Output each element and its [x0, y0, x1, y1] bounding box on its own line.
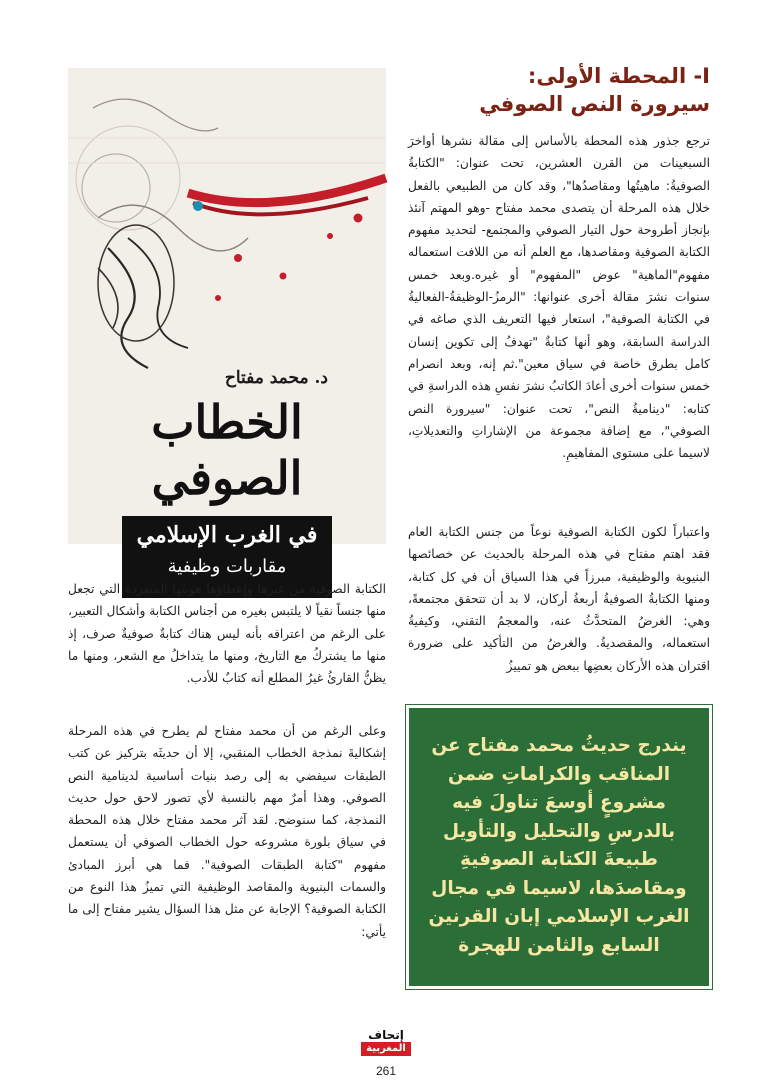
left-column-paragraph-2 [68, 720, 386, 984]
cover-author: د. محمد مفتاح [224, 368, 328, 388]
cover-title: الخطاب الصوفي [151, 395, 303, 505]
section-heading-line1: I- المحطة الأولى: [527, 64, 710, 88]
logo-line-2: المغربية [361, 1042, 411, 1056]
right-column-paragraph-2 [408, 521, 710, 723]
page-number: 261 [375, 1064, 397, 1078]
magazine-logo [355, 1028, 417, 1058]
body-text: وعلى الرغم من أن محمد مفتاح لم يطرح في هذه المرحلة إشكاليةَ نمذجة الخطاب المنقبي، إلا أن حديثَه بتركيز عن كتب الطبقات سيفضي به إلى رصد بنيات أساسية لدينامية النص الصوفي. وهذا أمرٌ مهم بالنسبة لأي تصور لاحق حول حديث النمذجة، كما سنوضح. لقد آثر محمد مفتاح خلال هذه المحطة في سياق بلورة مشروعه حول الخطاب الصوفي أن يستعمل مفهوم "كتابة الطبقات الصوفية". فما هي أبرز المبادئ والسمات البنيوية والمقاصد الوظيفية التي تميزُ هذا النوع من الكتابة الصوفية؟ الإجابة عن مثل هذا السؤال يشير مفتاح إلى ما يأتي: [68, 724, 386, 939]
pull-quote-box [406, 705, 712, 989]
book-cover-image [68, 68, 386, 577]
body-text: واعتباراً لكون الكتابة الصوفية نوعاً من جنس الكتابة العام فقد اهتم مفتاح في هذه المرحلة بالحديث عن خصائصها البنيوية والوظيفية، مبرزاً في هذا السياق أن في كل كتابة، ومنها الكتابةُ الصوفيةُ أربعةُ أركان، لا بد أن تتحقق مجتمعةً، وهي: الغرضُ المتحدَّثُ عنه، والمعجمُ التقني، وكيفيةُ استعماله، والمقصديةُ. والغرضُ من التأكيد على ضرورة اقتران هذه الأركان بعضِها ببعض هو تمييزُ [408, 525, 710, 673]
cover-subtitle-secondary: مقاربات وظيفية [167, 556, 287, 577]
right-column-paragraph-1 [408, 130, 710, 502]
body-text: ترجع جذور هذه المحطة بالأساس إلى مقالة نشرها أواخرَ السبعينات من القرن العشرين، تحت عنوان: "الكتابةُ الصوفيةُ: ماهيتُها ومقاصدُها"، وقد كان من الطبيعي بالفعل خلال هذه المرحلة أن يتصدى محمد مفتاح -وهو المهتم آنئذ بإنجاز أطروحة حول التيار الصوفي والمجتمع- لتحديد مفهوم الكتابة الصوفية ومقاصدها، مع العلم أنه من اللافت استعماله مفهوم"الماهية" عوض "المفهوم" أو غيره.وبعد خمس سنوات نشرَ مقالة أخرى عنوانها: "الرمزُ-الوظيفةُ-الفعاليةُ في الكتابة الصوفية"، استعار فيها التعريف الذي صاغه في الدراسة السابقة، وهو أنها كتابةٌ "تهدفُ إلى تكوين إنسان كامل بطرق خاصة في سياق معين".ثم إنه، وبعد انصرام خمس سنوات أخرى أعادَ الكاتبُ نشرَ نفسِ هذه الدراسةِ في كتابه: "ديناميةُ النص"، تحت عنوان: "سيرورة النص الصوفي"، مع إضافة مجموعة من الإشاراتِ والتعديلاتِ، لاسيما على مستوى المفاهيمِ. [408, 134, 710, 461]
left-column-paragraph-1 [68, 578, 386, 706]
body-text: الكتابة الصوفية من غيرها وإعطاؤها هويتَها المتفردةَ التي تجعل منها جنساً نقياً لا يلتبس بغيره من أجناس الكتابة وأشكال التعبير، على الرغم من اعترافه بأنه ليس هناك كتابةٌ صوفيةٌ صرف، إذ منها ما يشتركُ مع التاريخ، ومنها ما يتداخلُ مع الشعر، ومنها ما يظنُّ القارئُ غيرُ المطلع أنه كتابٌ للأدب. [68, 582, 386, 686]
cover-subtitle: في الغرب الإسلامي [136, 522, 318, 548]
logo-line-1: إتحاف [368, 1028, 404, 1042]
pull-quote-text: يندرج حديثُ محمد مفتاح عن المناقب والكراماتِ ضمن مشروعٍ أوسعَ تناولَ فيه بالدرسِ والتحليل والتأويل طبيعةَ الكتابة الصوفيةِ ومقاصدَها، لاسيما في مجال الغرب الإسلامي إبان القرنين السابع والثامن للهجرة [428, 735, 690, 956]
section-heading-line2: سيرورة النص الصوفي [479, 92, 710, 116]
section-heading [470, 62, 710, 118]
